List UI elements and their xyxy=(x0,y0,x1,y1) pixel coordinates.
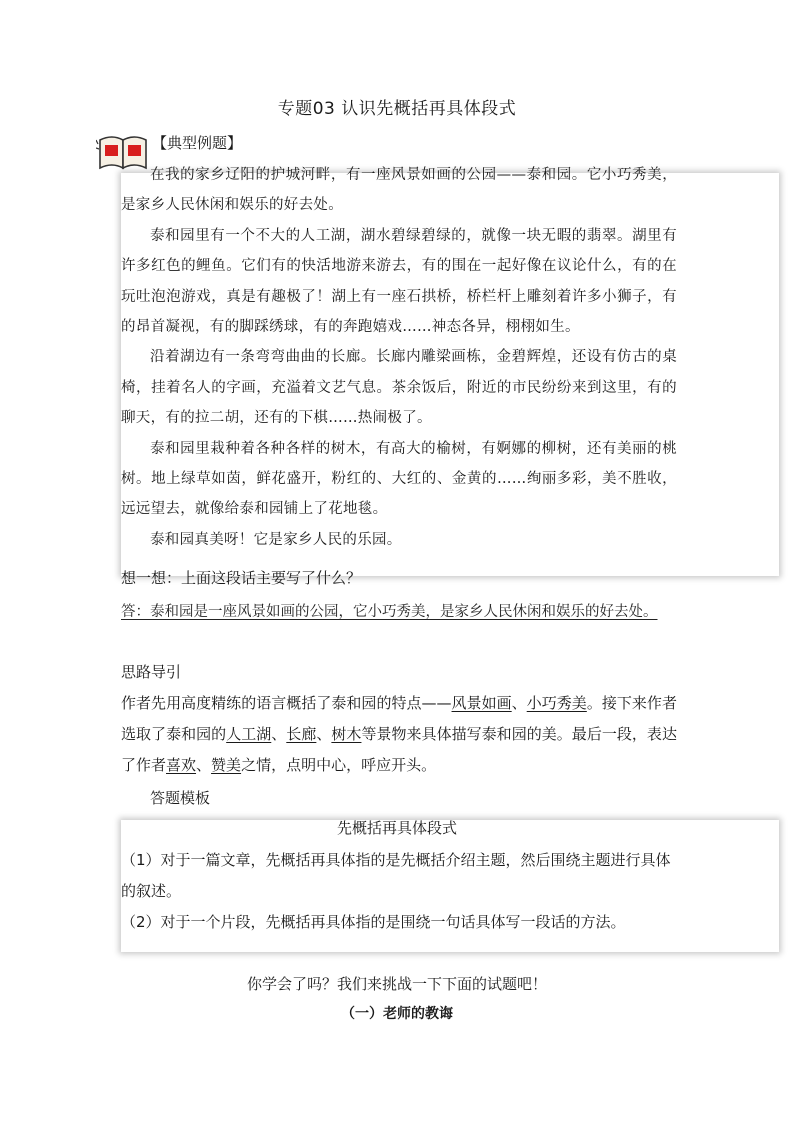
question: 想一想：上面这段话主要写了什么？ xyxy=(121,569,362,587)
guide-paragraph xyxy=(121,688,677,781)
keyword: 小巧秀美 xyxy=(526,694,587,712)
template-heading: 答题模板 xyxy=(150,789,211,807)
keyword: 人工湖 xyxy=(226,725,272,743)
guide-text: 作者先用高度精练的语言概括了泰和园的特点—— xyxy=(121,694,452,712)
guide-text: 、 xyxy=(511,694,527,712)
keyword: 喜欢 xyxy=(166,756,197,774)
guide-text: 、 xyxy=(271,725,287,743)
challenge-text: 你学会了吗？我们来挑战一下下面的试题吧！ xyxy=(246,975,547,993)
subsection-title: （一）老师的教诲 xyxy=(341,1006,453,1022)
guide-text: 之情，点明中心，呼应开头。 xyxy=(241,756,437,774)
guide-text: 、 xyxy=(196,756,212,774)
template-item: （2）对于一个片段，先概括再具体指的是围绕一句话具体写一段话的方法。 xyxy=(121,913,626,931)
answer-text: 答：泰和园是一座风景如画的公园，它小巧秀美，是家乡人民休闲和娱乐的好去处。 xyxy=(121,604,658,620)
passage-paragraph: 泰和园真美呀！它是家乡人民的乐园。 xyxy=(150,531,402,548)
keyword: 长廊 xyxy=(286,725,317,743)
guide-text: 。接下来作者选取了泰和园的 xyxy=(121,694,677,743)
passage-paragraph: 泰和园里有一个不大的人工湖，湖水碧绿碧绿的，就像一块无暇的翡翠。湖里有许多红色的鲤鱼。它们有的快活地游来游去，有的围在一起好像在议论什么，有的在玩吐泡泡游戏，真是有趣极了！湖上有一座石拱桥，桥栏杆上雕刻着许多小狮子，有的昂首凝视，有的脚踩绣球，有的奔跑嬉戏……神态各异，栩栩如生。 xyxy=(121,227,677,336)
example-passage xyxy=(121,160,677,555)
passage-paragraph: 泰和园里栽种着各种各样的树木，有高大的榆树，有婀娜的柳树，还有美丽的桃树。地上绿草如茵，鲜花盛开，粉红的、大红的、金黄的……绚丽多彩，美不胜收，远远望去，就像给泰和园铺上了花地毯。 xyxy=(121,440,677,518)
section-heading: 【典型例题】 xyxy=(152,134,243,152)
keyword: 风景如画 xyxy=(451,694,512,712)
guide-heading: 思路导引 xyxy=(121,663,182,681)
passage-paragraph: 在我的家乡辽阳的护城河畔，有一座风景如画的公园——泰和园。它小巧秀美，是家乡人民休闲和娱乐的好去处。 xyxy=(121,167,677,214)
guide-text: 等景物来具体描写泰和园的美。最后一段，表达了作者 xyxy=(121,725,677,774)
page-title: 专题03 认识先概括再具体段式 xyxy=(277,99,517,119)
keyword: 赞美 xyxy=(211,756,242,774)
keyword: 树木 xyxy=(331,725,362,743)
template-item: （1）对于一篇文章，先概括再具体指的是先概括介绍主题，然后围绕主题进行具体的叙述。 xyxy=(121,851,671,900)
passage-paragraph: 沿着湖边有一条弯弯曲曲的长廊。长廊内雕梁画栋，金碧辉煌，还设有仿古的桌椅，挂着名人的字画，充溢着文艺气息。茶余饭后，附近的市民纷纷来到这里，有的聊天，有的拉二胡，还有的下棋……热闹极了。 xyxy=(121,349,677,427)
answer xyxy=(121,596,677,629)
guide-text: 、 xyxy=(316,725,332,743)
template-title: 先概括再具体段式 xyxy=(336,819,457,837)
